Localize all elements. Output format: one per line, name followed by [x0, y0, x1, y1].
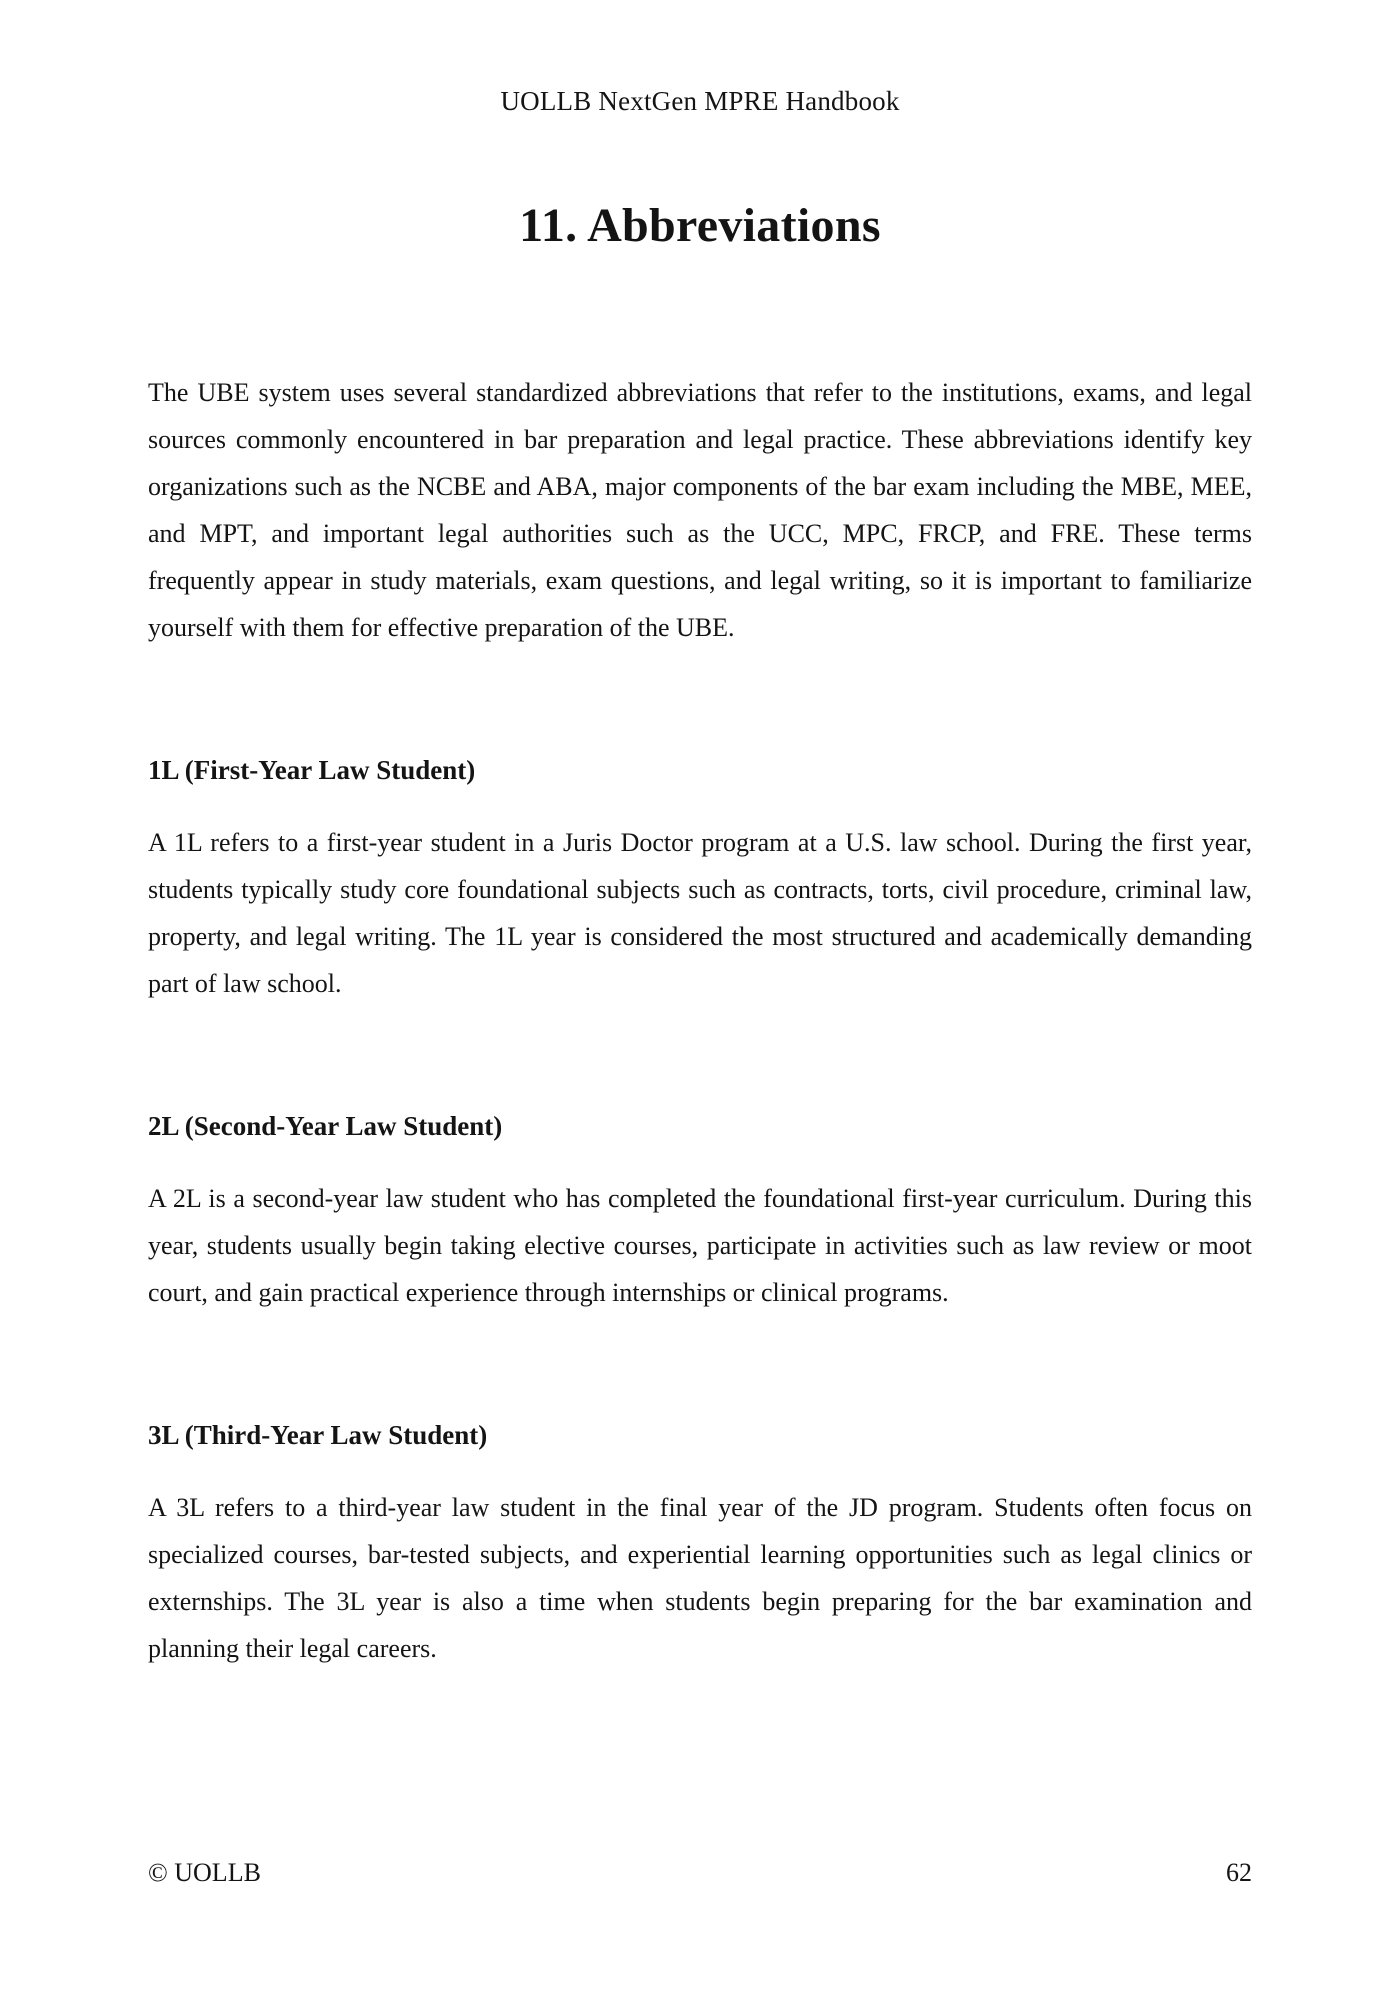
page-footer: [148, 1858, 1252, 1888]
running-header: UOLLB NextGen MPRE Handbook: [500, 86, 900, 116]
section-paragraph-2l: A 2L is a second-year law student who has completed the foundational first-year curriculum. During this year, students usually begin taking elective courses, participate in activities such as law review or moot court, and gain practical experience through internships or clinical programs.: [148, 1184, 1252, 1307]
footer-page-number: 62: [1226, 1858, 1252, 1887]
intro-paragraph: The UBE system uses several standardized abbreviations that refer to the institutions, exams, and legal sources commonly encountered in bar preparation and legal practice. These abbreviations identify key organizations such as the NCBE and ABA, major components of the bar exam including the MBE, MEE, and MPT, and important legal authorities such as the UCC, MPC, FRCP, and FRE. These terms frequently appear in study materials, exam questions, and legal writing, so it is important to familiarize yourself with them for effective preparation of the UBE.: [148, 378, 1252, 642]
section-paragraph-1l: A 1L refers to a first-year student in a Juris Doctor program at a U.S. law school. During the first year, students typically study core foundational subjects such as contracts, torts, civil procedure, criminal law, property, and legal writing. The 1L year is considered the most structured and academically demanding part of law school.: [148, 828, 1252, 998]
section-heading-3l: 3L (Third-Year Law Student): [148, 1420, 488, 1450]
section-paragraph-3l: A 3L refers to a third-year law student in the final year of the JD program. Students often focus on specialized courses, bar-tested subjects, and experiential learning opportunities such as legal clinics or externships. The 3L year is also a time when students begin preparing for the bar examination and planning their legal careers.: [148, 1493, 1252, 1663]
section-heading-1l: 1L (First-Year Law Student): [148, 755, 476, 785]
section-heading-2l: 2L (Second-Year Law Student): [148, 1111, 503, 1141]
footer-copyright: © UOLLB: [148, 1858, 261, 1887]
chapter-title: 11. Abbreviations: [519, 199, 881, 252]
